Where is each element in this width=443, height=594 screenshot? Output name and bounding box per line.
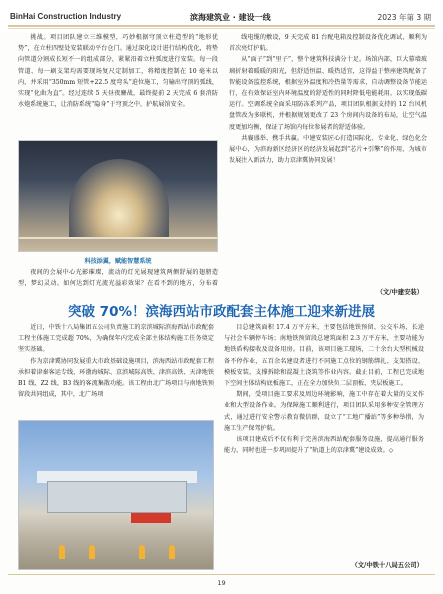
exhibition-center-night-photo	[18, 140, 218, 252]
article1-signature: （文/中建安装）	[376, 289, 423, 296]
header-divider	[8, 25, 435, 27]
section-title: 滨海建筑业 · 建设一线	[190, 13, 271, 22]
footer-divider	[8, 574, 435, 575]
arched-ceiling-shape	[69, 159, 169, 239]
article2-paragraph-2: 作为京津冀协同发展重大市政基础设施项目，滨海西站市政配套工程承担着津秦客运专线、环渤海城际、京滨城际高铁、津滨高铁、天津地铁 B1 线、Z2 线、B3 线的客流集散功能。该工程由北广场项目与南地铁预留段共同组成，其中，北广场项	[18, 357, 214, 399]
article1-paragraph-right-2: 从“面子”到“里子”，整个建筑科技满分十足。场馆内部，巨大幕墙玻璃折射着暖暖的阳光，但舒适恒温、暖热适宜，这得益于整座建筑配备了智能设备监控系统，根据室外温度和冷热量等需求，自动调整设备节能运行，在有效保证室内环境温度的舒适性的同时降低电能耗用，以实现低碳运行。空调系统全面采用防冻系列产品，项目团队根据支持的 12 台风机盘管改为多联机，并根据规划更改了 23 个房间内设备的布局，让空气温度更加均衡，保证了场馆内每位参展者的舒适体验。	[229, 56, 427, 131]
article1-column-right	[229, 32, 427, 166]
article2-paragraph-3: 目总建筑面积 17.4 万平方米，主要包括地铁预留、公交车场、长途与社会车辆停车场；南地铁预留段总建筑面积 2.3 万平方米，主要功能为地铁盾构接收及设备用房。目前，该项目施工现场，二十余台大型机械设备不停作业，五百余名建设者进行不同施工点位的钢筋绑扎、支架搭设、模板安装、支撑拆除和混凝土浇筑等作业内容。截止目前，工程已完成地下空间主体结构底板施工，正在全力加快负二层顶板、夹层板施工。	[224, 324, 424, 388]
article1-paragraph-right-3: 共襄盛举、携手共赢。中建安装匠心打造国际化、专业化、绿色化会展中心，为滨海新区经济区的经济发展起到“芯片+引擎”的作用，为城市发展注入新活力，助力京津冀协同发展！	[229, 134, 427, 165]
worker-figure	[89, 545, 95, 559]
article2-signature: （文/中铁十八局五公司）	[351, 562, 423, 569]
issue-number: 2023 年第 3 期	[377, 13, 431, 22]
article1-paragraph-lower: 夜间的会展中心光影璀璨，流动的灯光展现建筑两侧舒展的翅膀造型，梦幻灵动。如何达到灯光流光溢彩效果？在看不到的地方，分布着	[18, 269, 218, 288]
article1-column-left-lower	[18, 267, 218, 289]
article2-paragraph-4: 期间，受项目施工要求及周边环境影响，施工中存在着大量的交叉作业和大型设备作业。为保障施工顺利进行，项目团队采用多种安全管理方式，通过进行安全警示教育微信群，设立了“工地广播站”等多种举措，为施工生产保驾护航。	[224, 391, 424, 432]
worker-figure	[139, 545, 145, 559]
page-number: 19	[217, 579, 226, 587]
journal-name: BinHai Construction Industry	[10, 12, 122, 21]
article2-paragraph-1: 近日，中铁十八局集团五公司负责施工的京滨城际滨海西站市政配套工程主体施工完成超 70%，为确保年内完成全部主体结构施工任务奠定坚实基础。	[18, 324, 214, 354]
article2-column-right	[224, 322, 424, 456]
red-banner-shape	[131, 513, 171, 523]
page-header	[0, 0, 443, 33]
construction-site-photo	[18, 420, 214, 570]
worker-figure	[59, 545, 65, 559]
floor-light-line	[19, 237, 217, 239]
worker-figure	[169, 545, 175, 559]
article1-paragraph-top: 挑战。项目团队建立三维模型，巧妙根据穹顶立柱造型的“地形优势”，在立柱四壁处安装联动平台仓门。通过深化设计进行结构优化，将垫向管道分割成长短不一的组成部分，紧紧沿着立柱弧度进行安装。每一段管道、每一刷支架均需要现场复尺定制加工，将精度控制在 10 毫米以内，并采用“350mm 短管+22.5 度弯头”迫位施工，匀输出穹顶的弧线，实现“化曲为直”。经过连续 5 天昼夜鏖战，最终提前 2 天完成 6 套消防水炮系统施工，让消防系统“隐身”于穹顶之中，护航展馆安全。	[18, 34, 218, 109]
article2-paragraph-5: 该项目建成后不仅有利于完善滨海西站配套服务设施，提高通行服务能力，同时也进一步巩固提升了“轨道上的京津冀”建设成效。◇	[224, 436, 424, 455]
article2-headline: 突破 70%！滨海西站市政配套主体施工迎来新进展	[67, 304, 375, 320]
article1-column-left	[18, 32, 218, 110]
article1-subheading: 科技添翼，赋能智慧系统	[84, 258, 152, 265]
article2-column-left	[18, 322, 214, 400]
header-divider-thin	[8, 28, 435, 29]
station-building-shape	[47, 481, 187, 513]
article1-paragraph-right-1: 线电缆的敷设，9 天完成 81 台配电箱及控制设备优化调试，顺利为首次亮灯护航。	[229, 34, 427, 53]
